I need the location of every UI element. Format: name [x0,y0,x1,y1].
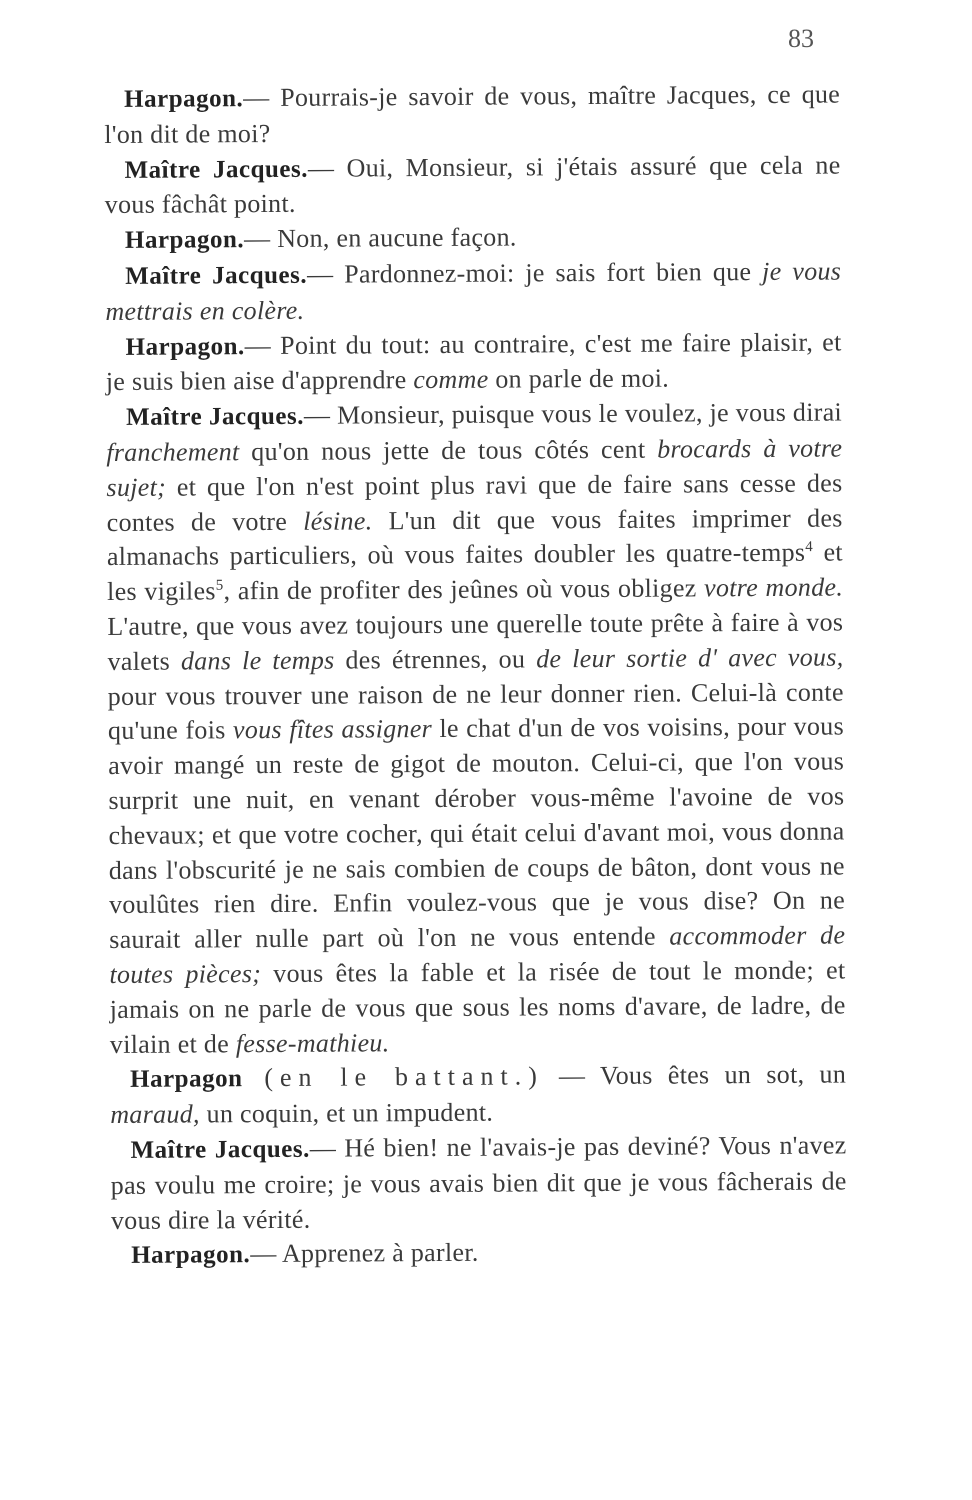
speech-text: — Vous êtes un sot, un [543,1059,847,1091]
speech-text: — Hé bien! ne l'avais-je pas deviné? Vous n'avez pas voulu me croire; je vous avais bien dit que je vous fâcherais de vous dire la vérité. [110,1130,847,1235]
footnote-ref: 4 [805,539,814,556]
speech-text: qu'on nous jette de tous côtés cent [239,434,658,467]
speech-text: pour vous trouver une raison de ne leur donner rien. Celui-là conte qu'une fois [107,677,844,746]
speech-text: — Point du tout: au contraire, c'est me faire plaisir, et je suis bien aise d'apprendre [105,327,842,397]
dialogue-text [104,78,847,1275]
dialogue-line [104,78,840,153]
stage-direction: (en le battant.) [242,1061,544,1093]
speech-text: un coquin, et un impudent. [199,1097,494,1129]
speech-text: des étrennes, ou [334,644,537,675]
italic-text: vous fîtes assigner [232,714,433,745]
italic-text: dans le temps [180,645,335,676]
italic-text: franchement [106,437,240,467]
italic-text: lésine. [303,505,373,536]
dialogue-line [105,219,841,259]
dialogue-line [110,1128,847,1238]
dialogue-line [106,325,842,400]
speech-text: — Pardonnez-moi: je sais fort bien que [306,256,763,289]
italic-text: accommoder de toutes pièces; [109,920,846,989]
speaker-name: Harpagon. [124,226,245,255]
speaker-name: Maître Jacques. [130,1135,310,1164]
speaker-name: Maître Jacques. [124,155,309,184]
italic-text: votre monde. [703,572,844,603]
speaker-name: Harpagon [130,1065,243,1094]
speech-text: vous êtes la fable et la risée de tout le monde; et jamais on ne parle de vous que sous les noms d'avare, de ladre, de vilain et de [109,955,846,1059]
speech-text: on parle de moi. [488,363,670,395]
speaker-name: Harpagon. [124,85,244,113]
italic-text: je vous mettrais en colère. [105,256,842,326]
speech-text: et que l'on n'est point plus ravi que de faire sans cesse des contes de votre [106,468,843,537]
dialogue-line [105,254,841,329]
italic-text: de leur sortie d' avec vous, [536,642,844,674]
speaker-name: Maître Jacques. [125,402,305,432]
speech-text: — Oui, Monsieur, si j'étais assuré que cela ne vous fâchât point. [104,150,841,220]
dialogue-line [104,148,840,223]
speaker-name: Harpagon. [125,332,245,361]
speech-text: — Pourrais-je savoir de vous, maître Jacques, ce que l'on dit de moi? [104,79,841,149]
speaker-name: Harpagon. [131,1241,251,1270]
speech-text: — Monsieur, puisque vous le voulez, je vous dirai [303,397,843,430]
italic-text: fesse-mathieu. [235,1027,390,1058]
speaker-name: Maître Jacques. [125,261,308,290]
speech-text: L'autre, que vous avez toujours une querelle toute prête à faire à vos valets [107,607,844,676]
dialogue-line [106,396,846,1063]
page-number: 83 [788,24,814,53]
speech-text: , afin de profiter des jeûnes où vous obligez [223,573,705,606]
speech-text: — Apprenez à parler. [250,1238,479,1269]
dialogue-line [110,1058,846,1133]
dialogue-line [111,1234,847,1274]
italic-text: brocards à votre sujet; [106,433,843,502]
speech-text: le chat d'un de vos voisins, pour vous avoir mangé un reste de gigot de mouton. Celui-ci, que l'on vous surprit une nuit, en venant dérober vous-même l'avoine de vos chevaux; et que votre cocher, qui était celui d'avant moi, vous donna dans l'obscurité je ne sais combien de coups de bâton, dont vous ne voulûtes rien dire. Enfin voulez-vous que je vous dise? On ne saurait aller nulle part où l'on ne vous entende [108,711,846,955]
speech-text: — Non, en aucune façon. [243,222,517,254]
italic-text: comme [413,365,489,395]
footnote-ref: 5 [215,577,224,594]
speech-text: L'un dit que vous faites imprimer des almanachs particuliers, où vous faites doubler les quatre-temps [106,503,843,572]
italic-text: maraud, [110,1099,200,1130]
speech-text: et les vigiles [107,537,843,607]
